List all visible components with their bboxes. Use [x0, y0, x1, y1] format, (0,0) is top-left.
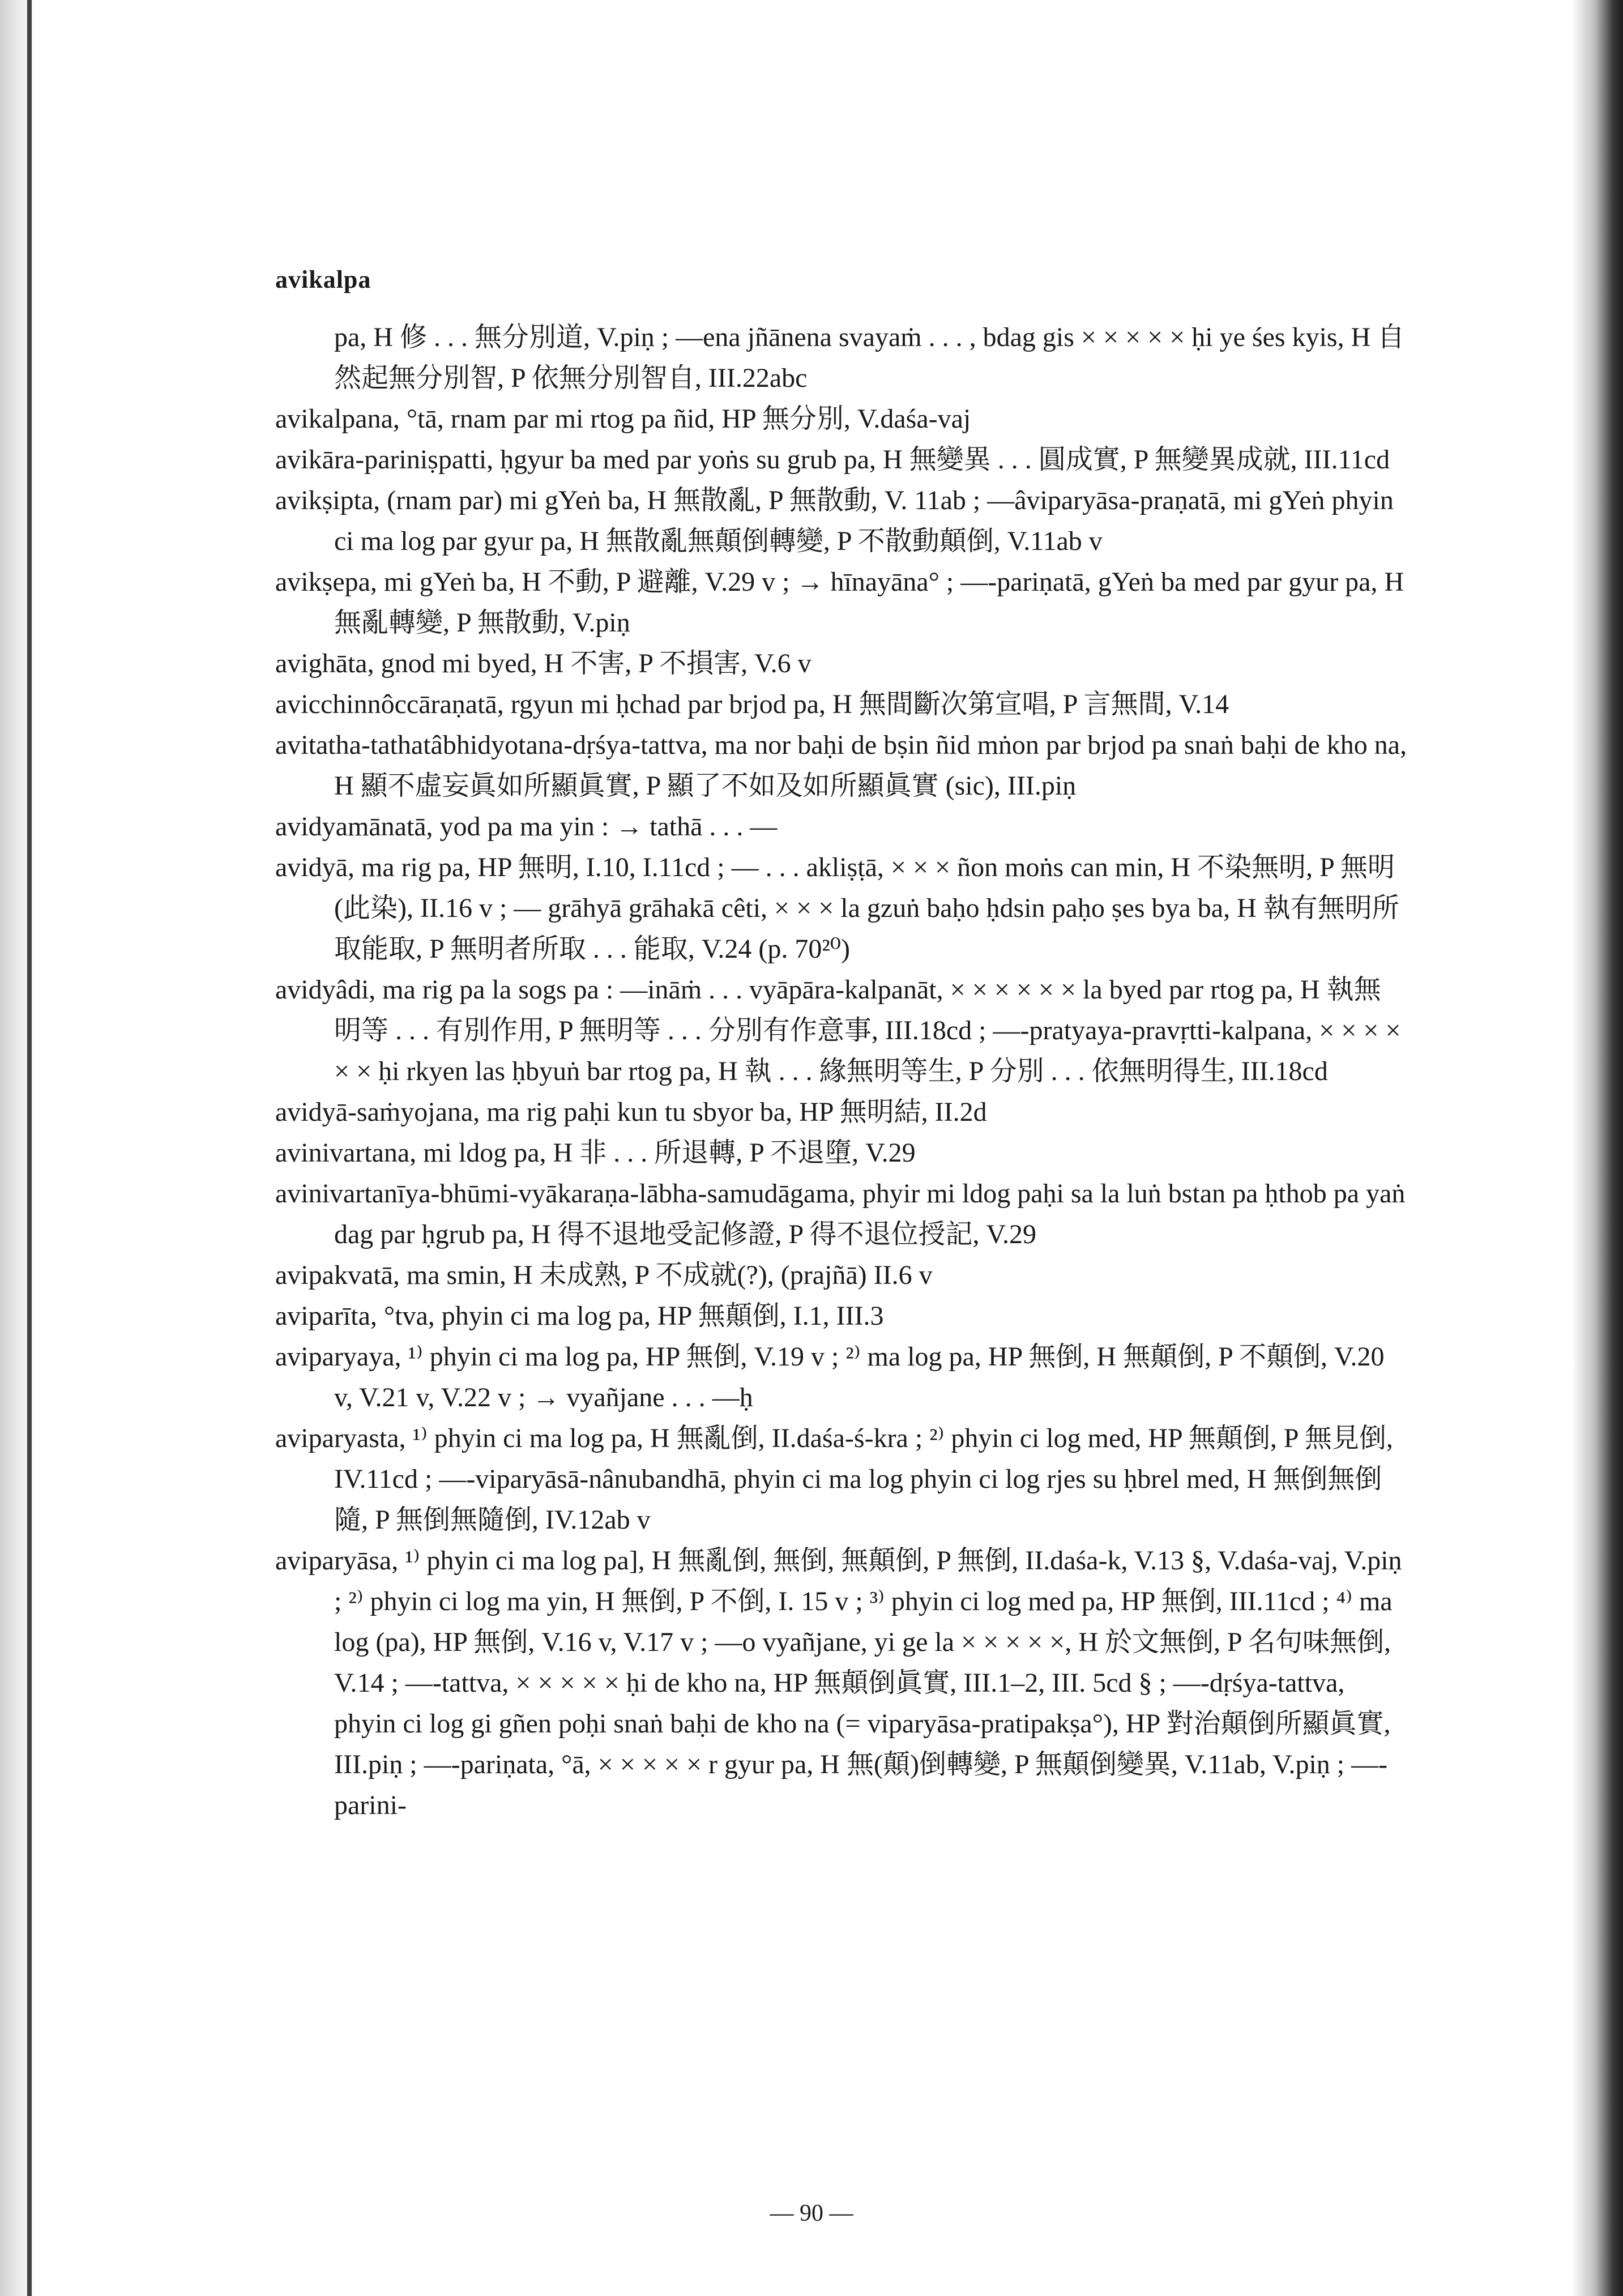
running-headword: avikalpa: [275, 266, 371, 293]
entry-avidyadi: avidyâdi, ma rig pa la sogs pa : —ināṁ . . . vyāpāra-kalpanāt, × × × × × × la byed par rtog pa, H 執無明等 . . . 有別作用, P 無明等 . . . 分別有作意事, III.18cd ; —-pratyaya-pravṛtti-kalpana, × × × × × × ḥi rkyen las ḥbyuṅ bar rtog pa, H 執 . . . 緣無明等生, P 分別 . . . 依無明得生, III.18cd: [275, 975, 1401, 1086]
page-right-edge-shadow: [1572, 0, 1623, 2296]
entry-aviparyaya: aviparyaya, ¹⁾ phyin ci ma log pa, HP 無倒, V.19 v ; ²⁾ ma log pa, HP 無倒, H 無顛倒, P 不顛倒, V.20 v, V.21 v, V.22 v ; → vyañjane . . . —ḥ: [275, 1342, 1385, 1412]
entry-aviparita: aviparīta, °tva, phyin ci ma log pa, HP 無顛倒, I.1, III.3: [275, 1301, 884, 1331]
entry-avitatha: avitatha-tathatâbhidyotana-dṛśya-tattva, ma nor baḥi de bṣin ñid mṅon par brjod pa snaṅ baḥi de kho na, H 顯不虛妄眞如所顯眞實, P 顯了不如及如所顯眞實 (sic), III.piṇ: [275, 730, 1407, 801]
entry-aviksepa: avikṣepa, mi gYeṅ ba, H 不動, P 避離, V.29 v ; → hīnayāna° ; —-pariṇatā, gYeṅ ba med par gyur pa, H 無亂轉變, P 無散動, V.piṇ: [275, 567, 1404, 638]
dictionary-entries: [275, 317, 1408, 1826]
page-left-edge-shadow: [0, 0, 36, 2296]
entry-aviparyasta: aviparyasta, ¹⁾ phyin ci ma log pa, H 無亂倒, II.daśa-ś-kra ; ²⁾ phyin ci log med, HP 無顛倒, P 無見倒, IV.11cd ; —-viparyāsā-nânubandhā, phyin ci ma log phyin ci log rjes su ḥbrel med, H 無倒無倒隨, P 無倒無隨倒, IV.12ab v: [275, 1423, 1393, 1535]
entry-avicchinnoccaranata: avicchinnôccāraṇatā, rgyun mi ḥchad par brjod pa, H 無間斷次第宣唱, P 言無間, V.14: [275, 689, 1229, 719]
entry-avipakvata: avipakvatā, ma smin, H 未成熟, P 不成就(?), (prajñā) II.6 v: [275, 1260, 933, 1290]
entry-avikara-parinispatti: avikāra-pariniṣpatti, ḥgyur ba med par yoṅs su grub pa, H 無變異 . . . 圓成實, P 無變異成就, III.11cd: [275, 445, 1390, 475]
page-number: — 90 —: [770, 2200, 853, 2226]
entry-avinivartana: avinivartana, mi ldog pa, H 非 . . . 所退轉, P 不退墮, V.29: [275, 1138, 916, 1168]
entry-continuation: pa, H 修 . . . 無分別道, V.piṇ ; —ena jñānena svayaṁ . . . , bdag gis × × × × × ḥi ye śes kyis, H 自然起無分別智, P 依無分別智自, III.22abc: [334, 322, 1405, 393]
entry-avikalpana: avikalpana, °tā, rnam par mi rtog pa ñid, HP 無分別, V.daśa-vaj: [275, 404, 971, 434]
entry-avidya-samyojana: avidyā-saṁyojana, ma rig paḥi kun tu sbyor ba, HP 無明結, II.2d: [275, 1097, 987, 1127]
entry-avinivartaniya: avinivartanīya-bhūmi-vyākaraṇa-lābha-samudāgama, phyir mi ldog paḥi sa la luṅ bstan pa ḥthob pa yaṅ dag par ḥgrub pa, H 得不退地受記修證, P 得不退位授記, V.29: [275, 1179, 1406, 1249]
entry-avighata: avighāta, gnod mi byed, H 不害, P 不損害, V.6 v: [275, 648, 812, 678]
entry-avidyamanata: avidyamānatā, yod pa ma yin : → tathā . . . —: [275, 812, 778, 842]
entry-aviksipta: avikṣipta, (rnam par) mi gYeṅ ba, H 無散亂, P 無散動, V. 11ab ; —âviparyāsa-praṇatā, mi gYeṅ phyin ci ma log par gyur pa, H 無散亂無顛倒轉變, P 不散動顛倒, V.11ab v: [275, 485, 1394, 556]
entry-avidya: avidyā, ma rig pa, HP 無明, I.10, I.11cd ; — . . . akliṣṭā, × × × ñon moṅs can min, H 不染無明, P 無明(此染), II.16 v ; — grāhyā grāhakā cêti, × × × la gzuṅ baḥo ḥdsin paḥo ṣes bya ba, H 執有無明所取能取, P 無明者所取 . . . 能取, V.24 (p. 70²⁰): [275, 852, 1399, 964]
entry-aviparyasa: aviparyāsa, ¹⁾ phyin ci ma log pa], H 無亂倒, 無倒, 無顛倒, P 無倒, II.daśa-k, V.13 §, V.daśa-vaj, V.piṇ ; ²⁾ phyin ci log ma yin, H 無倒, P 不倒, I. 15 v ; ³⁾ phyin ci log med pa, HP 無倒, III.11cd ; ⁴⁾ ma log (pa), HP 無倒, V.16 v, V.17 v ; —o vyañjane, yi ge la × × × × ×, H 於文無倒, P 名句味無倒, V.14 ; —-tattva, × × × × × ḥi de kho na, HP 無顛倒眞實, III.1–2, III. 5cd § ; —-dṛśya-tattva, phyin ci log gi gñen poḥi snaṅ baḥi de kho na (= viparyāsa-pratipakṣa°), HP 對治顛倒所顯眞實, III.piṇ ; —-pariṇata, °ā, × × × × × r gyur pa, H 無(顛)倒轉變, P 無顛倒變異, V.11ab, V.piṇ ; —-parini-: [275, 1546, 1402, 1820]
